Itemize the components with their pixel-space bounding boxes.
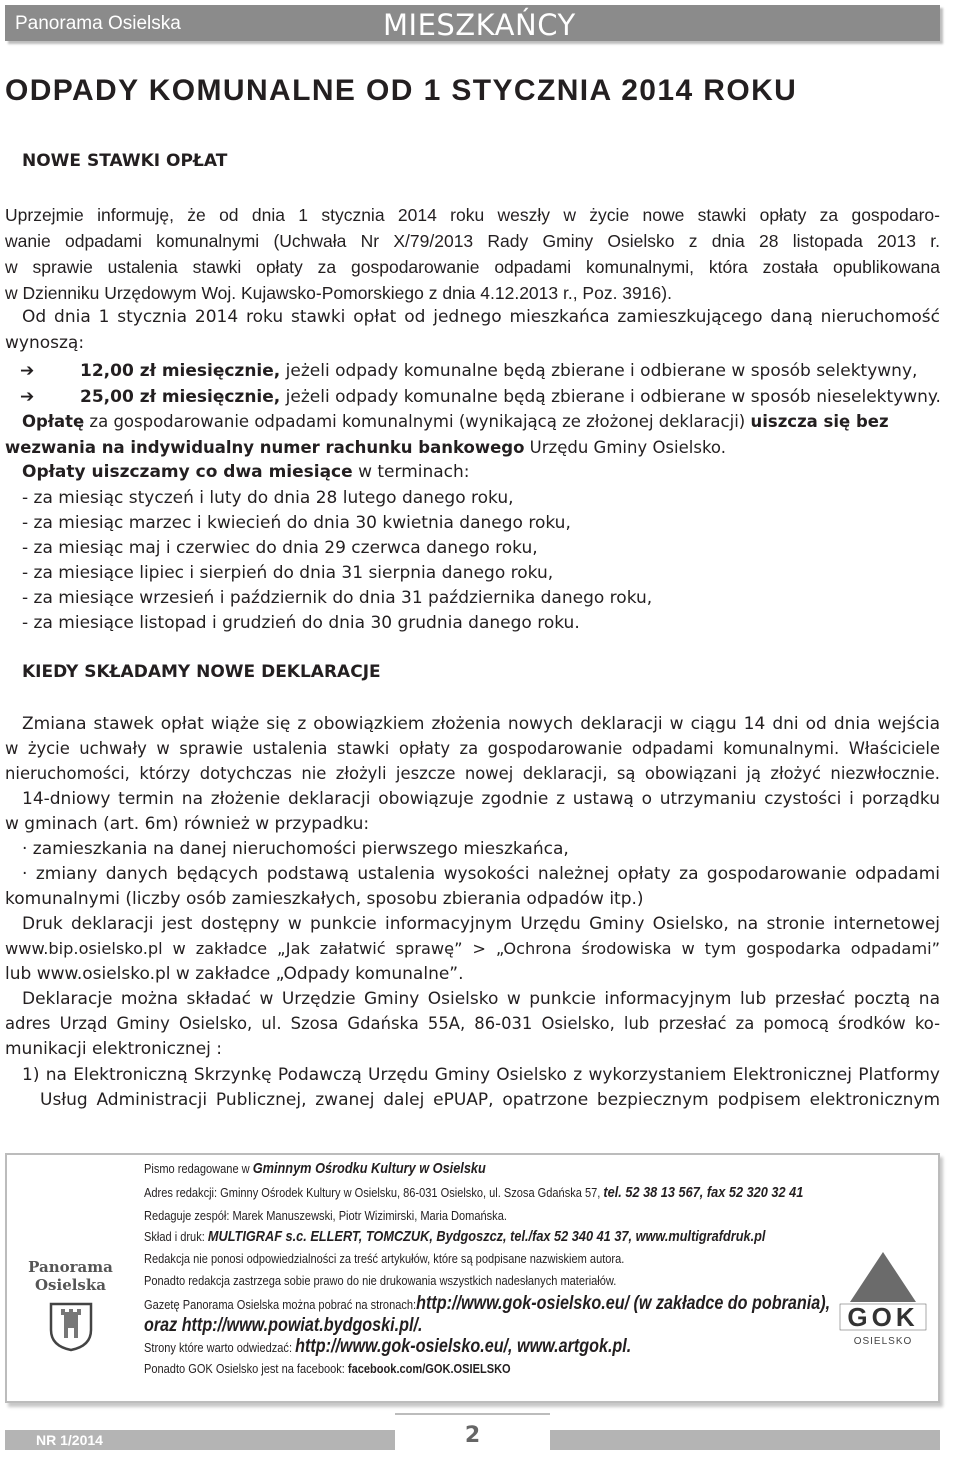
paragraph-line: munikacji elektronicznej :: [5, 1039, 223, 1059]
bold-text: Opłaty uiszczamy co dwa miesiące: [22, 462, 353, 482]
article-title: ODPADY KOMUNALNE OD 1 STYCZNIA 2014 ROKU: [5, 74, 798, 107]
payment-term: - za miesiąc marzec i kwiecień do dnia 30 kwietnia danego roku,: [22, 513, 571, 533]
text: Gazetę Panorama Osielska można pobrać na stronach:: [144, 1297, 417, 1312]
paragraph-line: w Dzienniku Urzędowym Woj. Kujawsko-Pomorskiego z dnia 4.12.2013 r., Poz. 3916).: [5, 283, 672, 303]
paragraph-line: nieruchomości, którzy dotychczas nie złożyli jeszcze nowej deklaracji, są obowiązani ją złożyć niezwłocznie.: [5, 764, 940, 783]
text: Adres redakcji: Gminny Ośrodek Kultury w Osielsku, 86-031 Osielsko, ul. Szosa Gdańska 57,: [144, 1185, 604, 1200]
payment-term: - za miesiąc maj i czerwiec do dnia 29 czerwca danego roku,: [22, 538, 538, 558]
imprint-line: [144, 1184, 803, 1201]
coat-of-arms-icon: [46, 1300, 96, 1352]
paragraph-line: adres Urząd Gminy Osielsko, ul. Szosa Gdańska 55A, 86-031 Osielsko, lub przesłać za pomocą środków ko-: [5, 1014, 940, 1033]
publisher-name: Gminnym Ośrodku Kultury w Osielsku: [252, 1160, 486, 1177]
text: Strony które warto odwiedzać:: [144, 1340, 296, 1355]
imprint-line: Ponadto redakcja zastrzega sobie prawo do nie drukowania wszystkich nadesłanych materiałów.: [144, 1273, 617, 1288]
gok-logo: [838, 1250, 928, 1350]
imprint-line: [144, 1228, 765, 1245]
imprint-line: [144, 1336, 631, 1358]
imprint-line: [144, 1361, 511, 1376]
paragraph-line: [5, 435, 726, 461]
page-header: [5, 5, 940, 41]
paragraph-line: Druk deklaracji jest dostępny w punkcie informacyjnym Urzędu Gminy Osielsko, na stronie internetowej: [22, 914, 940, 934]
paragraph-line: Zmiana stawek opłat wiąże się z obowiązkiem złożenia nowych deklaracji w ciągu 14 dni od dnia wejścia: [22, 714, 940, 734]
link-text: http://www.gok-osielsko.eu/ (w zakładce do pobrania),: [416, 1293, 831, 1314]
text: Ponadto GOK Osielsko jest na facebook:: [144, 1361, 348, 1376]
paragraph-line: [22, 459, 470, 485]
paragraph-line: wynoszą:: [5, 333, 85, 353]
rate-amount: 12,00 zł miesięcznie,: [80, 361, 281, 381]
payment-term: - za miesiące lipiec i sierpień do dnia 31 sierpnia danego roku,: [22, 563, 554, 583]
paragraph-line: · zmiany danych będących podstawą ustalenia wysokości należnej opłaty za gospodarowanie odpadami: [22, 864, 940, 884]
issue-number: NR 1/2014: [36, 1432, 103, 1448]
paragraph-line: Od dnia 1 stycznia 2014 roku stawki opłat od jednego mieszkańca zamieszkującego daną nieruchomość: [22, 307, 940, 327]
section-heading-rates: NOWE STAWKI OPŁAT: [22, 151, 228, 171]
link-text: http://www.gok-osielsko.eu/, www.artgok.pl.: [295, 1336, 632, 1357]
paragraph-line: komunalnymi (liczby osób zamieszkałych, sposobu zbierania odpadów itp.): [5, 889, 644, 909]
rate-item: [5, 384, 941, 410]
text: Urzędu Gminy Osielsko.: [524, 438, 726, 457]
bold-text: uiszcza się bez: [750, 412, 889, 431]
rate-text: jeżeli odpady komunalne będą zbierane i odbierane w sposób nieselektywny.: [280, 387, 941, 407]
triangle-shape: [850, 1252, 916, 1302]
section-heading-declarations: KIEDY SKŁADAMY NOWE DEKLARACJE: [22, 662, 381, 682]
paragraph-line: Uprzejmie informuję, że od dnia 1 stycznia 2014 roku weszły w życie nowe stawki opłaty za gospodaro-: [5, 205, 940, 225]
paragraph-line: w życie uchwały w sprawie ustalenia stawki opłaty za gospodarowanie odpadami komunalnymi. Właściciele: [5, 739, 940, 758]
payment-term: - za miesiące listopad i grudzień do dnia 30 grudnia danego roku.: [22, 613, 580, 633]
paragraph-line: www.bip.osielsko.pl w zakładce „Jak załatwić sprawę” > „Ochrona środowiska w tym gospodarka odpadami”: [5, 939, 940, 958]
paragraph-line: Deklaracje można składać w Urzędzie Gminy Osielsko w punkcie informacyjnym lub przesłać pocztą na: [22, 989, 940, 1009]
phone-fax: tel. 52 38 13 567, fax 52 320 32 41: [603, 1184, 804, 1201]
text: za gospodarowanie odpadami komunalnymi (wynikającą ze złożonej deklaracji): [84, 412, 751, 431]
imprint-line: Redaguje zespół: Marek Manuszewski, Piotr Wizimirski, Maria Domańska.: [144, 1208, 507, 1223]
imprint-line: [144, 1293, 830, 1315]
header-section: MIESZKAŃCY: [383, 8, 576, 42]
payment-term: - za miesiąc styczeń i luty do dnia 28 lutego danego roku,: [22, 488, 514, 508]
page-number-box: [395, 1413, 550, 1465]
text: Pismo redagowane w: [144, 1161, 253, 1176]
paragraph-line: Usług Administracji Publicznej, zwanej dalej ePUAP, opatrzone bezpiecznym podpisem elektronicznym: [40, 1090, 940, 1110]
paragraph-line: 1) na Elektroniczną Skrzynkę Podawczą Urzędu Gminy Osielsko z wykorzystaniem Elektronicznej Platformy: [22, 1065, 940, 1085]
imprint-line: Redakcja nie ponosi odpowiedzialności za treść artykułów, które są podpisane nazwiskiem autora.: [144, 1251, 625, 1266]
paragraph-line: wanie odpadami komunalnymi (Uchwała Nr X/79/2013 Rady Gminy Osielsko z dnia 28 listopada 2013 r.: [5, 231, 940, 251]
text: Skład i druk:: [144, 1229, 208, 1244]
gok-letters: GOK: [847, 1302, 919, 1332]
facebook-link: facebook.com/GOK.OSIELSKO: [347, 1361, 511, 1376]
text: w terminach:: [352, 462, 470, 482]
bold-text: Opłatę: [22, 412, 85, 431]
rate-amount: 25,00 zł miesięcznie,: [80, 387, 281, 407]
panorama-logo: [18, 1258, 123, 1356]
rate-item: [5, 358, 917, 384]
paragraph-line: w sprawie ustalenia stawki opłaty za gospodarowanie odpadami komunalnymi, która została opublikowana: [5, 257, 940, 277]
paragraph-line: lub www.osielsko.pl w zakładce „Odpady komunalne”.: [5, 964, 464, 984]
paragraph-line: w gminach (art. 6m) również w przypadku:: [5, 814, 370, 834]
imprint-line: [144, 1160, 486, 1177]
rate-text: jeżeli odpady komunalne będą zbierane i odbierane w sposób selektywny,: [280, 361, 918, 381]
imprint-line: oraz http://www.powiat.bydgoski.pl/.: [144, 1315, 423, 1336]
paragraph-line: · zamieszkania na danej nieruchomości pierwszego mieszkańca,: [22, 839, 569, 859]
payment-term: - za miesiące wrzesień i październik do dnia 31 października danego roku,: [22, 588, 653, 608]
header-brand: Panorama Osielska: [15, 13, 181, 34]
paragraph-line: 14-dniowy termin na złożenie deklaracji obowiązuje zgodnie z ustawą o utrzymaniu czystości i porządku: [22, 789, 940, 809]
arrow-right-icon: ➔: [20, 387, 35, 407]
logo-text: Panorama Osielska: [28, 1258, 113, 1294]
page-number: 2: [464, 1423, 481, 1448]
gok-subtitle: OSIELSKO: [853, 1336, 913, 1347]
paragraph-line: [22, 409, 889, 435]
bold-text: wezwania na indywidualny numer rachunku bankowego: [5, 438, 525, 457]
printer-info: MULTIGRAF s.c. ELLERT, TOMCZUK, Bydgoszcz, tel./fax 52 340 41 37, www.multigrafdruk.pl: [207, 1228, 766, 1245]
arrow-right-icon: ➔: [20, 361, 35, 381]
